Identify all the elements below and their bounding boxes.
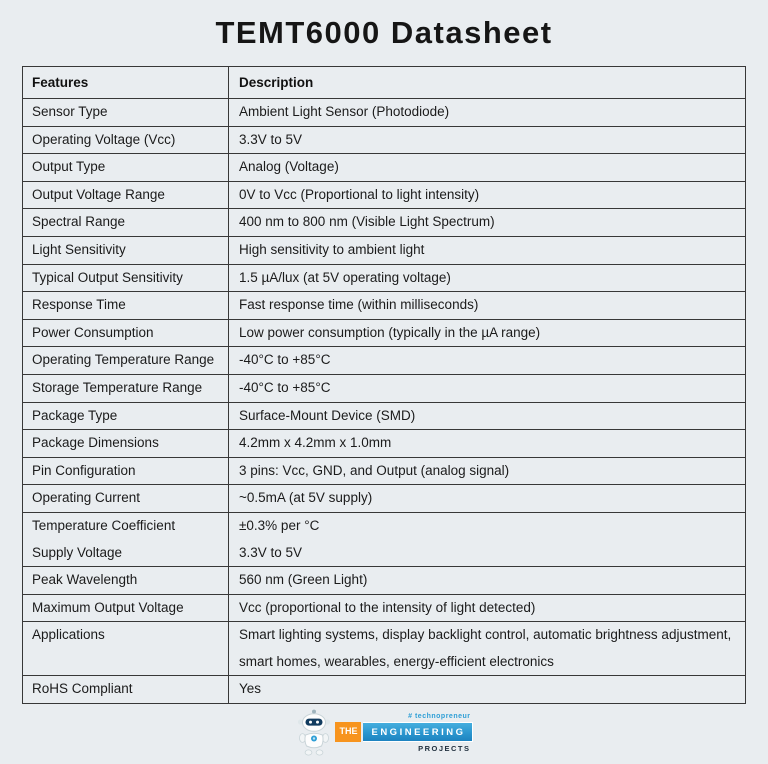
feature-cell	[23, 99, 229, 126]
feature-cell	[23, 430, 229, 457]
feature-cell-text: Peak Wavelength	[32, 572, 138, 588]
description-cell	[229, 430, 745, 457]
feature-cell-text: Typical Output Sensitivity	[32, 269, 183, 285]
description-cell	[229, 595, 745, 622]
feature-cell	[23, 676, 229, 703]
feature-cell-text: Storage Temperature Range	[32, 379, 203, 395]
description-cell-text: Analog (Voltage)	[239, 159, 339, 175]
description-cell-text: 3.3V to 5V	[239, 131, 303, 147]
description-cell	[229, 622, 745, 675]
column-header-features	[23, 67, 229, 98]
feature-cell	[23, 237, 229, 264]
table-row	[23, 320, 745, 348]
table-body	[23, 99, 745, 703]
description-cell-text: ~0.5mA (at 5V supply)	[239, 490, 373, 506]
table-row	[23, 458, 745, 486]
description-cell	[229, 375, 745, 402]
feature-cell-text: Applications	[32, 627, 105, 643]
feature-cell	[23, 375, 229, 402]
feature-cell	[23, 595, 229, 622]
brand-word-the: THE	[335, 722, 361, 742]
robot-mascot-icon	[295, 709, 333, 756]
description-cell-text: 0V to Vcc (Proportional to light intensity)	[239, 186, 480, 202]
feature-cell-text: Operating Temperature Range	[32, 352, 215, 368]
description-cell	[229, 567, 745, 594]
description-cell	[229, 154, 745, 181]
description-cell-text: Fast response time (within milliseconds)	[239, 297, 479, 313]
feature-cell	[23, 320, 229, 347]
brand-word-projects: PROJECTS	[418, 743, 471, 753]
table-row	[23, 485, 745, 513]
feature-cell-text: Power Consumption	[32, 324, 154, 340]
description-cell	[229, 265, 745, 292]
description-cell-text: Surface-Mount Device (SMD)	[239, 407, 416, 423]
feature-cell-text: Light Sensitivity	[32, 241, 126, 257]
feature-cell-text: Maximum Output Voltage	[32, 599, 184, 615]
brand-word-engineering: ENGINEERING	[363, 722, 472, 742]
brand-logo	[335, 713, 472, 753]
description-cell	[229, 127, 745, 154]
table-row	[23, 209, 745, 237]
feature-cell-text: Response Time	[32, 297, 126, 313]
column-header-description-label: Description	[239, 75, 314, 90]
feature-cell	[23, 622, 229, 675]
description-cell	[229, 237, 745, 264]
description-cell-text: -40°C to +85°C	[239, 379, 331, 395]
description-cell	[229, 209, 745, 236]
table-header-row	[23, 67, 745, 99]
feature-cell-text: Operating Current	[32, 490, 141, 506]
table-row	[23, 513, 745, 567]
feature-cell	[23, 182, 229, 209]
feature-cell-text: Pin Configuration	[32, 462, 136, 478]
description-cell	[229, 513, 745, 566]
table-row	[23, 375, 745, 403]
feature-cell	[23, 513, 229, 566]
description-cell	[229, 347, 745, 374]
table-row	[23, 347, 745, 375]
description-cell-text: Smart lighting systems, display backlight control, automatic brightness adjustment,	[239, 627, 732, 643]
description-cell	[229, 458, 745, 485]
table-row	[23, 676, 745, 703]
description-cell-text: 3 pins: Vcc, GND, and Output (analog signal)	[239, 462, 510, 478]
column-header-description	[229, 67, 745, 98]
feature-cell-text: Package Dimensions	[32, 435, 159, 451]
table-row	[23, 403, 745, 431]
description-cell-text: Ambient Light Sensor (Photodiode)	[239, 104, 450, 119]
table-row	[23, 430, 745, 458]
feature-cell	[23, 485, 229, 512]
description-cell-text: Vcc (proportional to the intensity of light detected)	[239, 599, 536, 615]
table-row	[23, 127, 745, 155]
description-cell-text: Yes	[239, 681, 262, 697]
description-cell	[229, 320, 745, 347]
description-cell	[229, 99, 745, 126]
description-cell-text: 400 nm to 800 nm (Visible Light Spectrum)	[239, 214, 495, 230]
feature-cell-text: Spectral Range	[32, 214, 126, 230]
feature-cell	[23, 347, 229, 374]
brand-tagline: # technopreneur	[408, 712, 471, 720]
description-cell-text: -40°C to +85°C	[239, 352, 331, 368]
feature-cell	[23, 265, 229, 292]
feature-cell-text: RoHS Compliant	[32, 681, 133, 697]
table-row	[23, 99, 745, 127]
feature-cell	[23, 292, 229, 319]
description-cell	[229, 485, 745, 512]
table-row	[23, 265, 745, 293]
description-cell-text: Low power consumption (typically in the µA range)	[239, 324, 541, 340]
feature-cell-text: Output Type	[32, 159, 106, 175]
brand-footer	[0, 709, 768, 756]
table-row	[23, 292, 745, 320]
description-cell-text: 560 nm (Green Light)	[239, 572, 368, 588]
feature-cell	[23, 567, 229, 594]
column-header-features-label: Features	[32, 75, 89, 90]
datasheet-table	[22, 66, 746, 704]
description-cell-text: High sensitivity to ambient light	[239, 241, 425, 257]
description-cell-text: smart homes, wearables, energy-efficient electronics	[239, 653, 554, 669]
feature-cell	[23, 154, 229, 181]
description-cell-text: 4.2mm x 4.2mm x 1.0mm	[239, 435, 392, 451]
description-cell-text: 1.5 µA/lux (at 5V operating voltage)	[239, 269, 451, 285]
feature-cell-text: Output Voltage Range	[32, 186, 165, 202]
feature-cell	[23, 127, 229, 154]
brand-wordmark	[335, 722, 472, 742]
feature-cell-text: Sensor Type	[32, 104, 108, 119]
table-row	[23, 595, 745, 623]
description-cell-text: 3.3V to 5V	[239, 544, 303, 560]
feature-cell-text: Operating Voltage (Vcc)	[32, 131, 176, 147]
table-row	[23, 154, 745, 182]
description-cell	[229, 182, 745, 209]
table-row	[23, 182, 745, 210]
table-row	[23, 622, 745, 676]
description-cell	[229, 676, 745, 703]
table-row	[23, 237, 745, 265]
feature-cell	[23, 209, 229, 236]
description-cell-text: ±0.3% per °C	[239, 517, 320, 533]
page-title: TEMT6000 Datasheet	[215, 15, 553, 50]
table-row	[23, 567, 745, 595]
feature-cell	[23, 458, 229, 485]
feature-cell-text: Package Type	[32, 407, 118, 423]
description-cell	[229, 403, 745, 430]
feature-cell-text: Supply Voltage	[32, 544, 123, 560]
feature-cell	[23, 403, 229, 430]
description-cell	[229, 292, 745, 319]
feature-cell-text: Temperature Coefficient	[32, 517, 176, 533]
